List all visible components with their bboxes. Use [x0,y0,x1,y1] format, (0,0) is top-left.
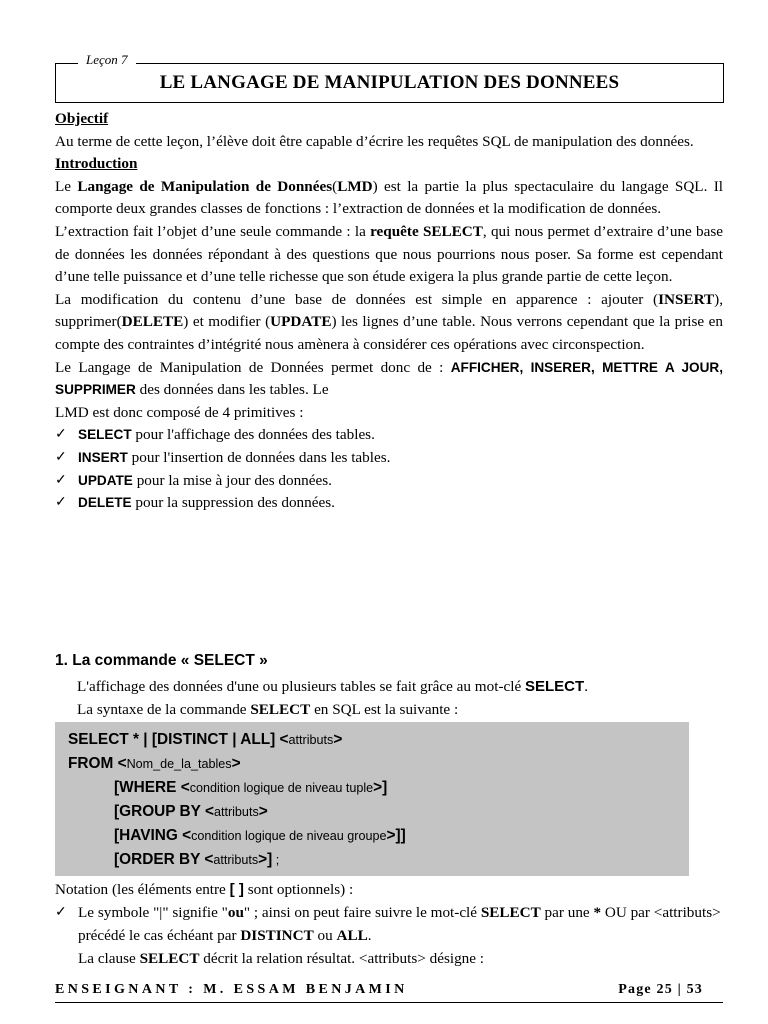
intro-paragraph-1: Le Langage de Manipulation de Données(LMD) est la partie la plus spectaculaire du langage SQL. Il comporte deux grandes classes de fonctions : l’extraction de données et la modification de données. [55,177,723,218]
intro-paragraph-4: Le Langage de Manipulation de Données permet donc de : AFFICHER, INSERER, METTRE A JOUR, SUPPRIMER des données dans les tables. Le [55,358,724,399]
page-footer [55,980,723,1003]
syntax-line-select: SELECT * | [DISTINCT | ALL] <attributs> [68,731,343,748]
syntax-line-having: [HAVING <condition logique de niveau groupe>]] [114,827,406,844]
notation-block [55,878,723,970]
section-title: 1. La commande « SELECT » [55,652,268,669]
checkmark-icon: ✓ [55,495,67,511]
teacher-name: ENSEIGNANT : M. ESSAM BENJAMIN [55,982,408,997]
checkmark-icon: ✓ [55,449,67,465]
checkmark-icon: ✓ [55,472,67,488]
lesson-label: Leçon 7 [78,52,136,68]
intro-paragraph-5: LMD est donc composé de 4 primitives : [55,403,304,421]
section-line-1: L'affichage des données d'une ou plusieurs tables se fait grâce au mot-clé SELECT. [77,678,588,695]
notation-continuation: La clause SELECT décrit la relation résultat. <attributs> désigne : [78,950,485,967]
intro-paragraph-3: La modification du contenu d’une base de données est simple en apparence : ajouter (INSERT), supprimer(DELETE) et modifier (UPDATE) les lignes d’une table. Nous verrons cependant que la prise en compte des contraintes d’intégrité nous amènera à considérer ces opérations avec circonspection. [55,290,723,353]
primitives-list [55,424,723,514]
sql-syntax-box [55,722,689,876]
section-line-2: La syntaxe de la commande SELECT en SQL est la suivante : [77,701,459,718]
objectif-heading: Objectif [55,110,109,127]
list-item: ✓ UPDATE pour la mise à jour des données. [55,470,723,493]
page-title: LE LANGAGE DE MANIPULATION DES DONNEES [159,72,620,93]
intro-paragraph-2: L’extraction fait l’objet d’une seule commande : la requête SELECT, qui nous permet d’extraire d’une base de données les données répondant à des questions que nous pourrions nous poser. Sa forme est cependant d’une telle puissance et d’une telle richesse que son étude exigera la plus grande partie de cette leçon. [55,222,724,286]
checkmark-icon: ✓ [55,427,67,443]
lesson-content [55,108,723,515]
list-item: ✓ SELECT pour l'affichage des données des tables. [55,424,723,447]
syntax-line-group-by: [GROUP BY <attributs> [114,803,268,820]
syntax-line-where: [WHERE <condition logique de niveau tuple>] [114,779,388,796]
list-item: ✓ DELETE pour la suppression des données. [55,492,723,515]
notation-list [55,901,723,947]
introduction-heading: Introduction [55,155,138,173]
page-number: Page 25 | 53 [618,982,703,997]
checkmark-icon: ✓ [55,905,67,920]
list-item: ✓ Le symbole "|" signifie "ou" ; ainsi on peut faire suivre le mot-clé SELECT par une * OU par <attributs> précédé le cas échéant par DISTINCT ou ALL. [55,901,723,947]
section-intro [77,675,717,721]
list-item: ✓ INSERT pour l'insertion de données dans les tables. [55,447,723,470]
syntax-line-from: FROM <Nom_de_la_tables> [68,755,241,772]
objectif-text: Au terme de cette leçon, l’élève doit être capable d’écrire les requêtes SQL de manipulation des données. [55,132,694,150]
notation-intro: Notation (les éléments entre [ ] sont optionnels) : [55,881,354,898]
syntax-line-order-by: [ORDER BY <attributs>] ; [114,851,280,868]
